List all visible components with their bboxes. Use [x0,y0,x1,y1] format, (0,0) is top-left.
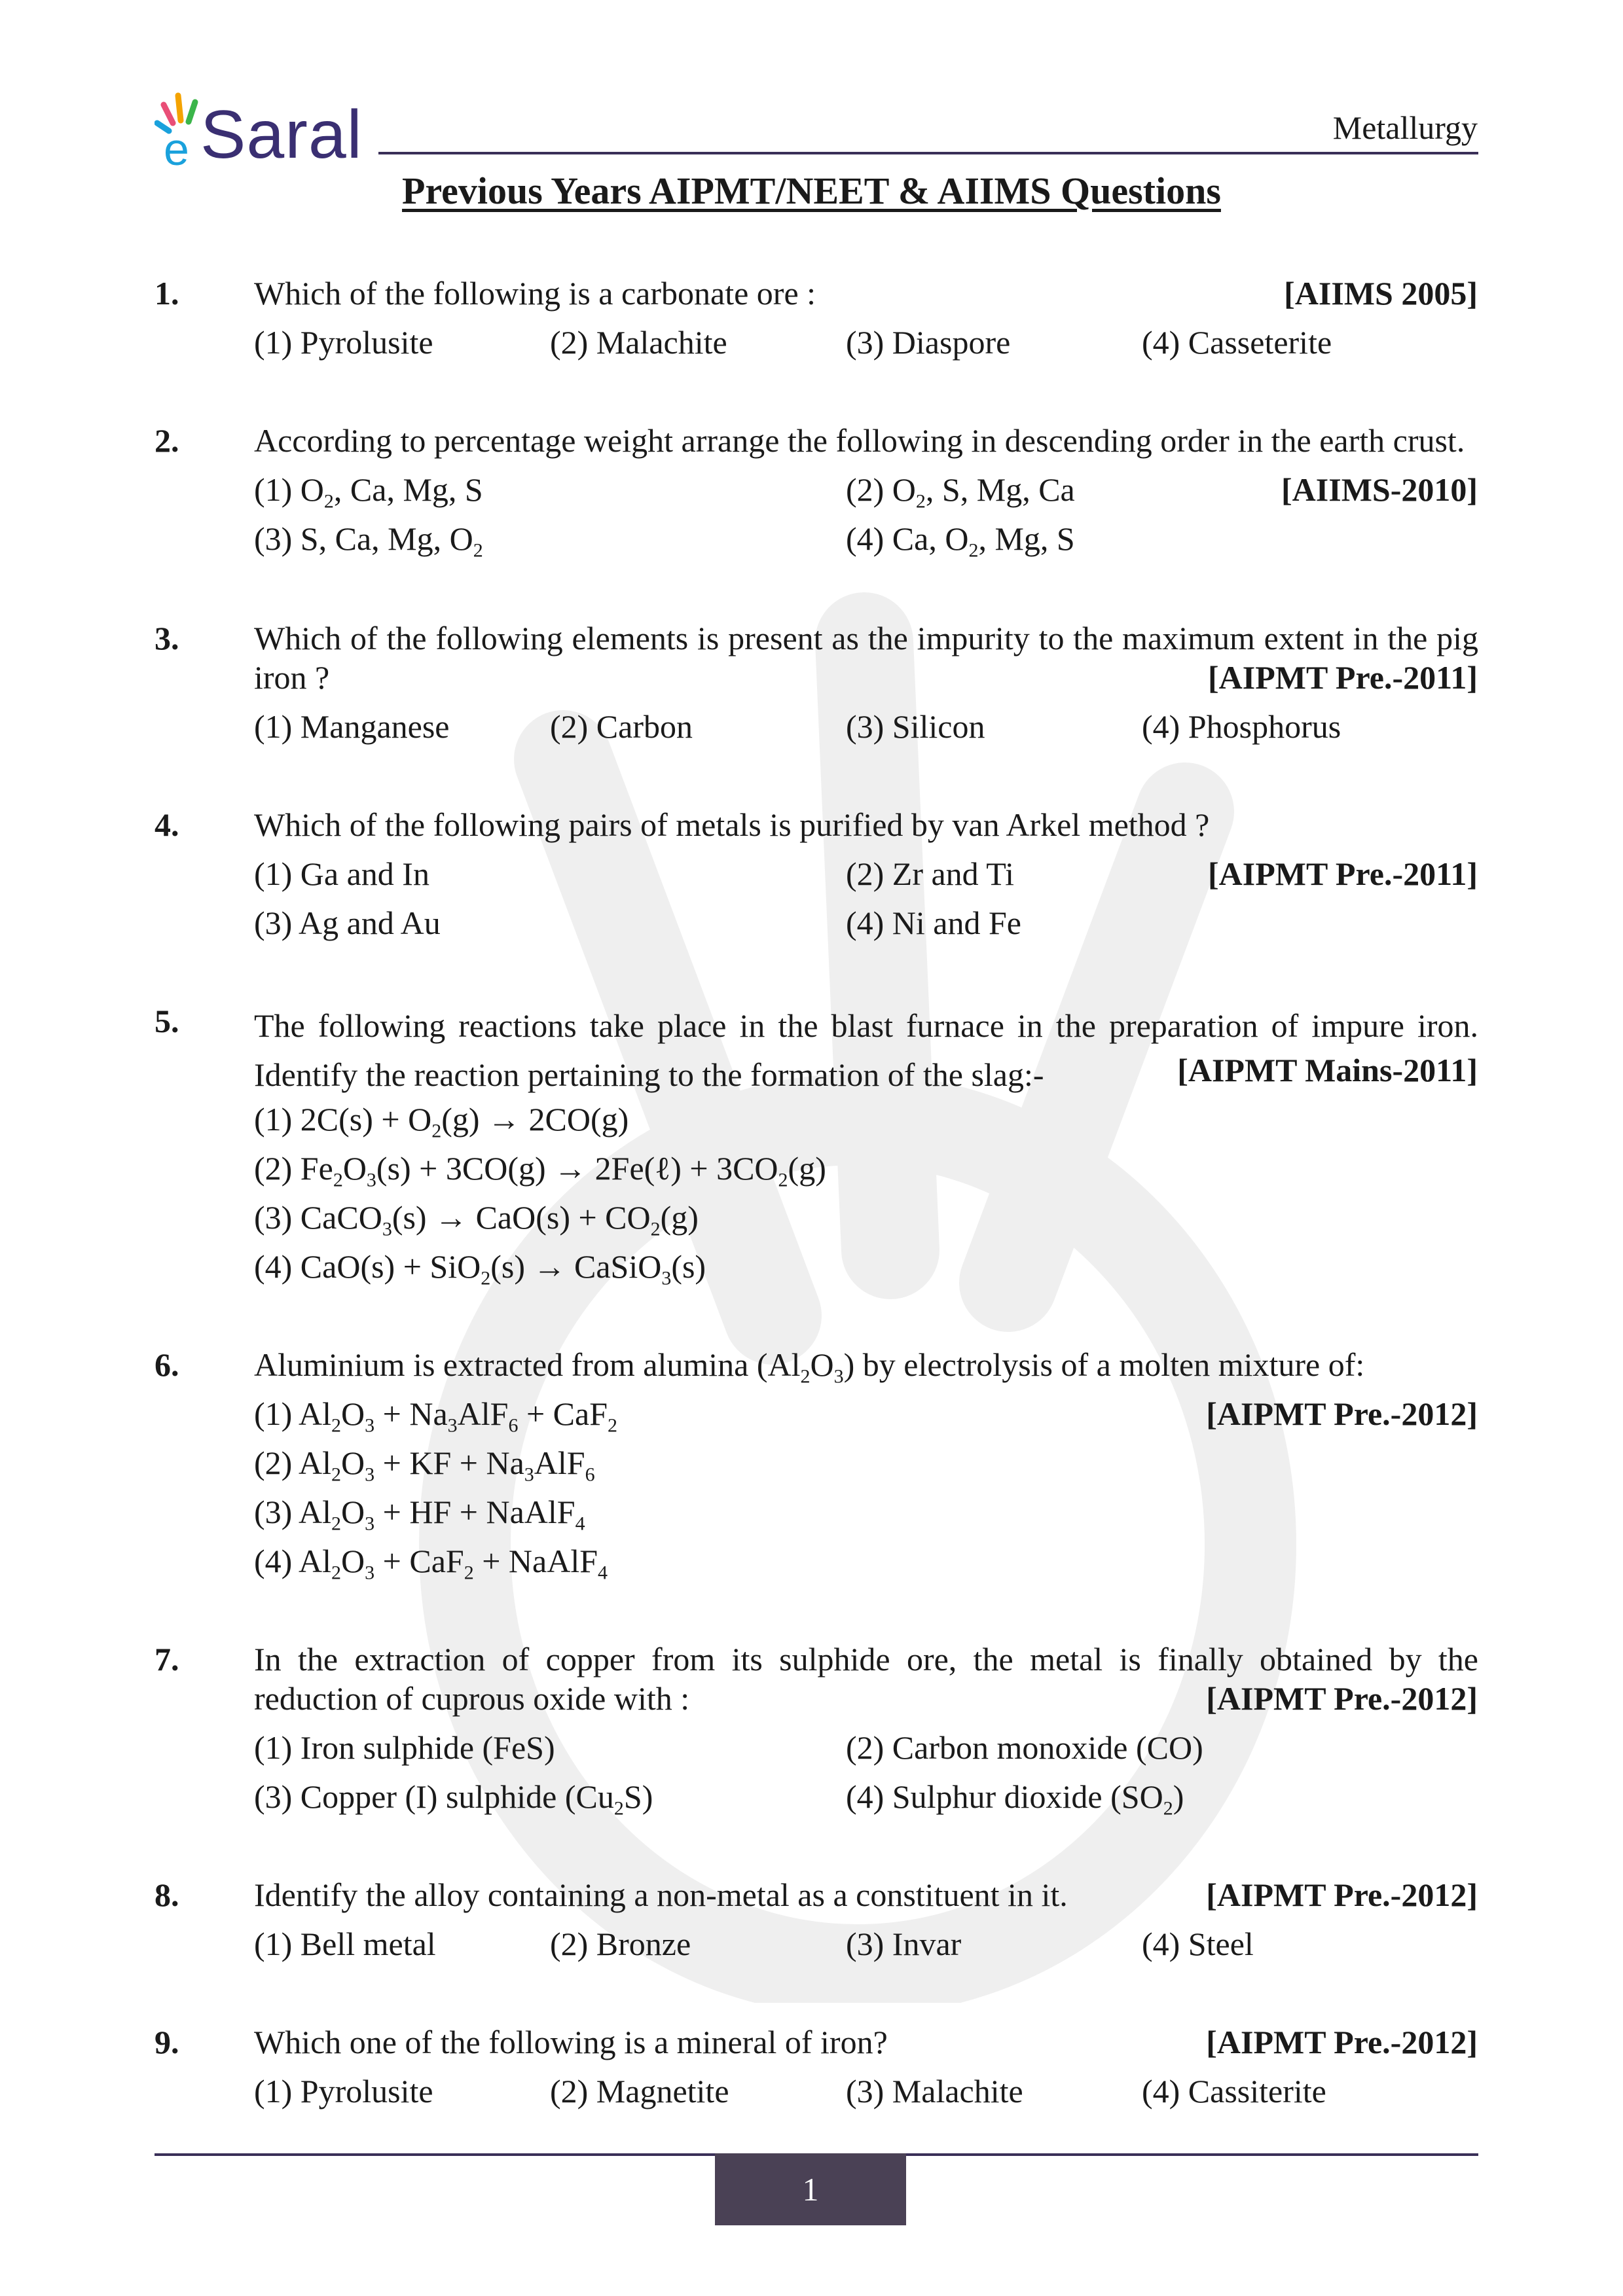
option: (4) Steel [1142,1926,1254,1962]
question-number: 2. [155,422,179,459]
question-source: [AIPMT Pre.-2012] [1206,1680,1478,1717]
option: (4) Casseterite [1142,324,1332,361]
question-source: [AIIMS-2010] [1281,471,1478,508]
question-text: Aluminium is extracted from alumina $(Al_2O_3)$ by electrolysis of a molten mixture of: [254,1346,1365,1388]
question-number: 4. [155,806,179,843]
option: (2) Zr and Ti [846,855,1014,892]
option: (4) CaO(s) + SiO$_2$(s) → CaSiO$_3$(s) [254,1248,706,1289]
question-text: In the extraction of copper from its sulphide ore, the metal is finally obtained by the reduction of cuprous oxide with : [254,1641,1478,1717]
question-number: 7. [155,1641,179,1677]
option: (1) Pyrolusite [254,2073,433,2109]
question-number: 9. [155,2024,179,2060]
option: (3) Ag and Au [254,905,441,941]
question-number: 8. [155,1876,179,1913]
option: (3) $Al_2O_3$ + HF + NaAlF$_4$ [254,1494,585,1535]
option: (2) $Fe_2O_3(s) + 3CO(g)$ → 2Fe(ℓ) + $3CO_2(g)$ [254,1150,826,1191]
brand-name: Saral [200,97,363,173]
option: (3) Invar [846,1926,962,1962]
option: (3) Malachite [846,2073,1023,2109]
option: (2) Carbon [550,708,693,745]
option: (2) Bronze [550,1926,691,1962]
option: (4) Sulphur dioxide $(SO_2)$ [846,1778,1184,1820]
question-source: [AIIMS 2005] [1284,275,1478,312]
question-number: 3. [155,620,179,656]
option: (1) Pyrolusite [254,324,433,361]
brand-prefix: e [164,124,189,170]
option: (2) $O_2$, S, Mg, Ca [846,471,1075,512]
brand-logo [155,92,377,173]
option: (3) Silicon [846,708,985,745]
option: (3) Copper (I) sulphide $(Cu_2S)$ [254,1778,653,1820]
option: (2) Malachite [550,324,727,361]
option: (1) Manganese [254,708,450,745]
option: (1) $Al_2O_3 + Na_3AlF_6 + CaF_2$ [254,1395,618,1437]
option: (4) Ca, $O_2$, Mg, S [846,520,1075,562]
question-text: Identify the alloy containing a non-metal as a constituent in it. [254,1876,1068,1913]
question-source: [AIPMT Mains-2011] [1164,1050,1478,1090]
option: (4) Phosphorus [1142,708,1341,745]
question-text: According to percentage weight arrange the following in descending order in the earth crust. [254,422,1465,459]
option: (1) Iron sulphide (FeS) [254,1729,555,1766]
question-text: Which one of the following is a mineral of iron? [254,2024,888,2060]
question-number: 1. [155,275,179,312]
option: (3) S, Ca, Mg, $O_2$ [254,520,483,562]
option: (3) CaCO$_3$(s) → $CaO(s) + CO_2(g)$ [254,1199,699,1240]
question-text: The following reactions take place in the blast furnace in the preparation of impure iron. Identify the reaction pertaining to the formation of the slag:- [254,1007,1478,1093]
option: (4) $Al_2O_3 + CaF_2$ + NaAlF$_4$ [254,1543,608,1584]
header-rule [378,152,1478,154]
question-source: [AIPMT Pre.-2011] [1208,855,1478,892]
question-number: 5. [155,1003,179,1039]
option: (1) $O_2$, Ca, Mg, S [254,471,483,512]
option: (3) Diaspore [846,324,1011,361]
question-source: [AIPMT Pre.-2012] [1206,1395,1478,1432]
option: (1) $2C(s) + O_2(g) \to 2CO(g)$ [254,1101,629,1142]
question-number: 6. [155,1346,179,1383]
option: (1) Ga and In [254,855,429,892]
section-label: Metallurgy [1332,109,1478,146]
page-title: Previous Years AIPMT/NEET & AIIMS Questions [402,170,1221,212]
option: (1) Bell metal [254,1926,436,1962]
question-source: [AIPMT Pre.-2012] [1206,2024,1478,2060]
option: (2) Magnetite [550,2073,729,2109]
hand-logo-icon [155,92,207,170]
question-text: Which of the following is a carbonate ore : [254,275,816,312]
question-source: [AIPMT Pre.-2011] [1208,659,1478,696]
option: (4) Ni and Fe [846,905,1021,941]
page-number: 1 [715,2153,906,2225]
question-text: Which of the following elements is present as the impurity to the maximum extent in the pig iron ? [254,620,1478,696]
question-source: [AIPMT Pre.-2012] [1206,1876,1478,1913]
option: (2) $Al_2O_3$ + KF + $Na_3AlF_6$ [254,1444,595,1486]
question-text: Which of the following pairs of metals is purified by van Arkel method ? [254,806,1210,843]
option: (2) Carbon monoxide (CO) [846,1729,1203,1766]
option: (4) Cassiterite [1142,2073,1326,2109]
